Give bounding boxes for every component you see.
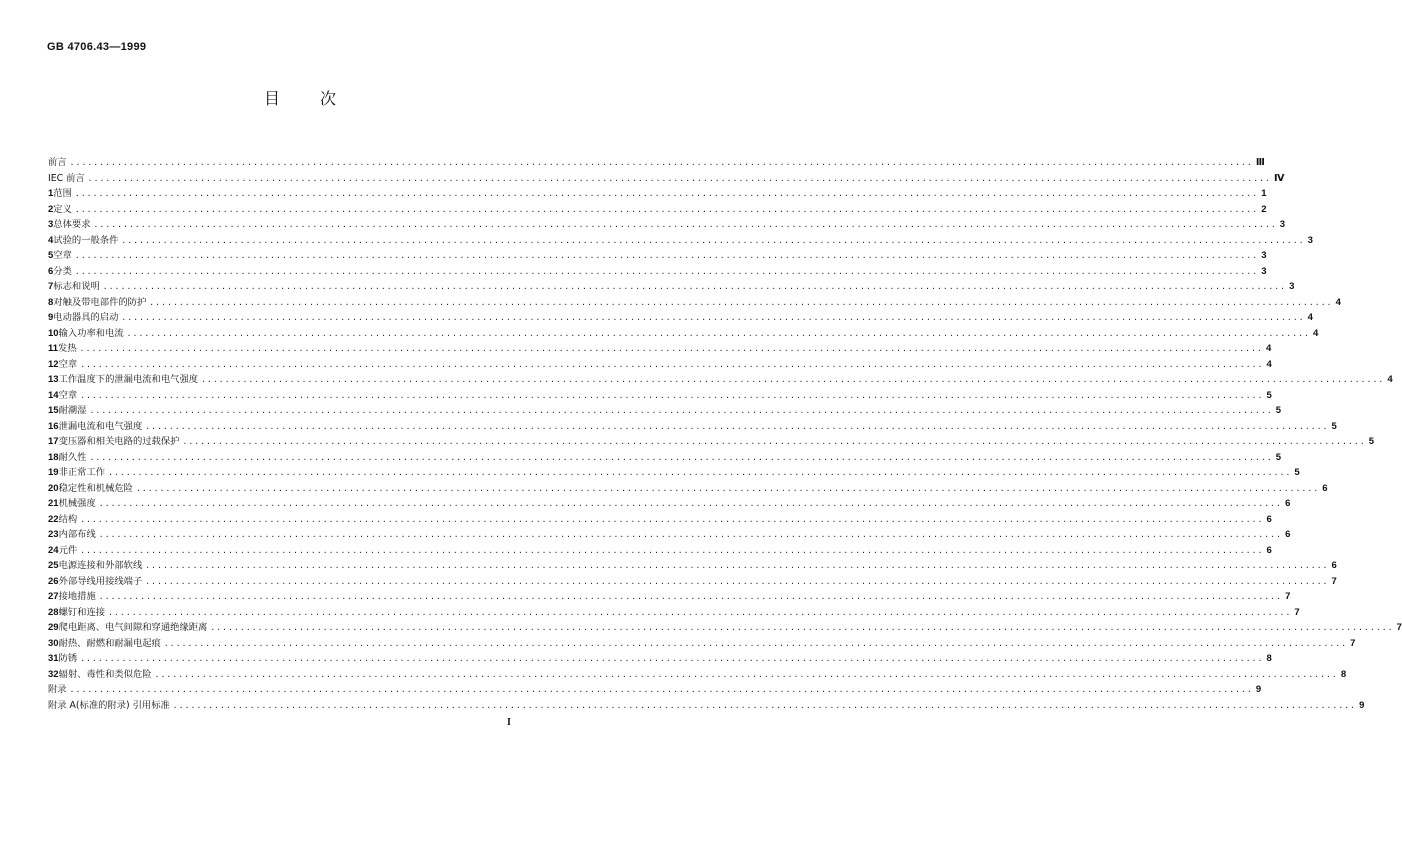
toc-entry-label: 输入功率和电流 — [58, 327, 124, 339]
toc-entry[interactable] — [48, 341, 1272, 357]
toc-entry-number: 26 — [48, 575, 59, 587]
toc-entry-page: 7 — [1285, 591, 1291, 602]
toc-entry-page: 4 — [1335, 296, 1341, 308]
toc-leader-dots: ........................................................................................................................................................................................................ — [149, 297, 1333, 307]
toc-entry-number: 14 — [48, 389, 59, 401]
toc-entry[interactable] — [48, 186, 1267, 202]
toc-leader-dots: ........................................................................................................................................................................................................ — [80, 359, 1264, 369]
toc-entry-page: 7 — [1331, 575, 1337, 587]
toc-entry-number: 12 — [48, 358, 59, 370]
toc-entry[interactable] — [48, 248, 1267, 264]
toc-entry-number: 30 — [48, 637, 59, 649]
toc-entry-number: 9 — [48, 312, 54, 323]
toc-entry-number: 11 — [48, 343, 59, 354]
toc-entry-label: 电源连接和外部软线 — [58, 560, 143, 571]
toc-leader-dots: ........................................................................................................................................................................................................ — [145, 421, 1329, 431]
toc-entry-page: Ⅳ — [1273, 172, 1285, 184]
toc-entry-number: 5 — [48, 250, 54, 261]
toc-entry-page: 8 — [1340, 668, 1347, 680]
toc-entry-page: 8 — [1266, 653, 1272, 664]
toc-entry-label: 接地措施 — [58, 591, 96, 602]
toc-entry-page: 4 — [1387, 374, 1393, 385]
toc-entry-label: 定义 — [53, 203, 72, 215]
toc-entry-label: 元件 — [58, 544, 78, 556]
toc-leader-dots: ........................................................................................................................................................................................................ — [74, 266, 1259, 276]
toc-entry-label: 试验的一般条件 — [53, 234, 119, 246]
toc-leader-dots: ........................................................................................................................................................................................................ — [74, 204, 1259, 214]
toc-entry-label: 分类 — [53, 265, 72, 277]
toc-entry[interactable] — [48, 202, 1267, 218]
toc-entry[interactable] — [48, 636, 1356, 652]
toc-leader-dots: ........................................................................................................................................................................................................ — [74, 189, 1259, 198]
toc-entry-number: 1 — [48, 188, 54, 199]
toc-entry-label: 变压器和相关电路的过载保护 — [58, 436, 180, 447]
toc-entry-number: 13 — [48, 374, 59, 385]
toc-entry[interactable] — [48, 217, 1286, 233]
toc-entry-number: 3 — [48, 219, 54, 230]
toc-entry-page: 5 — [1294, 467, 1300, 478]
toc-entry-page: 3 — [1261, 265, 1267, 277]
toc-entry-page: 7 — [1294, 606, 1300, 618]
toc-entry-label: 空章 — [53, 250, 72, 261]
toc-entry-label: 耐热、耐燃和耐漏电起痕 — [58, 637, 161, 649]
toc-entry-label: 内部布线 — [58, 529, 96, 540]
toc-leader-dots: ........................................................................................................................................................................................................ — [108, 468, 1292, 477]
toc-entry-label: 辐射、毒性和类似危险 — [58, 668, 152, 680]
toc-entry-number: 19 — [48, 467, 59, 478]
toc-leader-dots: ........................................................................................................................................................................................................ — [87, 173, 1271, 183]
toc-entry-page: 6 — [1331, 560, 1337, 571]
toc-entry-number: 23 — [48, 529, 59, 540]
toc-entry-page: 3 — [1307, 234, 1313, 246]
toc-entry-number: 18 — [48, 451, 59, 463]
toc-entry-label: 爬电距离、电气间隙和穿通绝缘距离 — [58, 622, 208, 633]
toc-entry-page: 2 — [1261, 203, 1267, 215]
toc-entry[interactable] — [48, 527, 1291, 543]
toc-entry-label: 稳定性和机械危险 — [58, 482, 133, 494]
toc-entry[interactable] — [48, 543, 1272, 559]
toc-leader-dots: ........................................................................................................................................................................................................ — [80, 390, 1264, 400]
toc-entry[interactable] — [48, 155, 1265, 171]
toc-entry[interactable] — [48, 357, 1272, 373]
toc-entry[interactable] — [48, 667, 1347, 683]
toc-entry-label: 标志和说明 — [53, 281, 100, 292]
toc-leader-dots: ........................................................................................................................................................................................................ — [80, 654, 1264, 663]
toc-entry-label: 机械强度 — [58, 498, 96, 509]
toc-entry-number: 21 — [48, 498, 59, 509]
toc-entry-label: 泄漏电流和电气强度 — [58, 420, 143, 432]
toc-leader-dots: ........................................................................................................................................................................................................ — [89, 406, 1273, 415]
toc-entry[interactable] — [48, 310, 1313, 326]
toc-leader-dots: ........................................................................................................................................................................................................ — [98, 499, 1283, 508]
toc-entry-number: 15 — [48, 405, 59, 416]
toc-entry[interactable] — [48, 620, 1402, 636]
toc-entry-page: 4 — [1266, 358, 1272, 370]
toc-leader-dots: ........................................................................................................................................................................................................ — [172, 700, 1357, 710]
toc-leader-dots: ........................................................................................................................................................................................................ — [74, 251, 1259, 260]
toc-leader-dots: ........................................................................................................................................................................................................ — [135, 483, 1320, 493]
toc-entry-label: 耐潮湿 — [58, 405, 87, 416]
toc-entry-label: 外部导线用接线端子 — [58, 575, 143, 587]
toc-entry-page: 4 — [1312, 327, 1319, 339]
toc-leader-dots: ........................................................................................................................................................................................................ — [80, 545, 1264, 555]
toc-entry-number: 20 — [48, 482, 59, 494]
toc-entry[interactable] — [48, 434, 1375, 450]
toc-entry[interactable] — [48, 372, 1393, 388]
toc-entry-number: 2 — [48, 203, 54, 215]
toc-entry-page: 9 — [1359, 699, 1365, 711]
toc-entry-number: 16 — [48, 420, 59, 432]
toc-entry[interactable] — [48, 558, 1337, 574]
toc-entry-label: 附录 — [48, 684, 67, 695]
toc-entry[interactable] — [48, 295, 1341, 311]
toc-leader-dots: ........................................................................................................................................................................................................ — [163, 638, 1348, 648]
toc-entry-number: 32 — [48, 668, 59, 680]
toc-entry-number: 8 — [48, 296, 54, 308]
toc-entry[interactable] — [48, 279, 1295, 295]
toc-entry-number: 27 — [48, 591, 59, 602]
toc-entry-page: 3 — [1261, 250, 1267, 261]
toc-leader-dots: ........................................................................................................................................................................................................ — [201, 375, 1385, 384]
toc-entry-number: 28 — [48, 606, 59, 618]
toc-entry-page: 4 — [1307, 312, 1313, 323]
toc-entry-page: 1 — [1261, 188, 1267, 199]
toc-entry-page: 7 — [1350, 637, 1356, 649]
toc-leader-dots: ........................................................................................................................................................................................................ — [182, 437, 1366, 446]
toc-leader-dots: ........................................................................................................................................................................................................ — [210, 623, 1394, 632]
toc-entry-label: 对触及带电部件的防护 — [53, 296, 147, 308]
toc-entry[interactable] — [48, 481, 1328, 497]
toc-leader-dots: ........................................................................................................................................................................................................ — [145, 561, 1329, 570]
toc-entry[interactable] — [48, 698, 1365, 714]
toc-leader-dots: ........................................................................................................................................................................................................ — [108, 607, 1292, 617]
toc-entry-number: 31 — [48, 653, 59, 664]
toc-entry[interactable] — [48, 574, 1337, 590]
toc-entry-label: 前言 — [48, 157, 67, 168]
toc-entry-label: 耐久性 — [58, 451, 87, 463]
toc-entry-label: 防锈 — [58, 653, 78, 664]
table-of-contents — [48, 155, 1402, 713]
toc-leader-dots: ........................................................................................................................................................................................................ — [154, 669, 1338, 679]
toc-entry-page: 9 — [1255, 684, 1262, 695]
toc-leader-dots: ........................................................................................................................................................................................................ — [98, 530, 1283, 539]
toc-entry[interactable] — [48, 233, 1313, 249]
toc-leader-dots: ........................................................................................................................................................................................................ — [102, 282, 1287, 291]
toc-entry[interactable] — [48, 403, 1282, 419]
toc-entry-label: 电动器具的启动 — [53, 312, 119, 323]
toc-entry-page: 5 — [1368, 436, 1375, 447]
toc-entry[interactable] — [48, 264, 1267, 280]
toc-leader-dots: ........................................................................................................................................................................................................ — [121, 235, 1305, 245]
toc-entry-page: 5 — [1275, 451, 1282, 463]
toc-entry-number: 17 — [48, 436, 59, 447]
toc-leader-dots: ........................................................................................................................................................................................................ — [69, 158, 1253, 167]
toc-entry-page: 5 — [1275, 405, 1282, 416]
toc-entry[interactable] — [48, 589, 1291, 605]
toc-entry-page: 4 — [1265, 343, 1272, 354]
toc-leader-dots: ........................................................................................................................................................................................................ — [121, 313, 1305, 322]
toc-entry-label: 空章 — [58, 358, 78, 370]
toc-entry-page: 3 — [1289, 281, 1295, 292]
toc-leader-dots: ........................................................................................................................................................................................................ — [69, 685, 1253, 694]
toc-entry-label: 发热 — [58, 343, 77, 354]
standard-code: GB 4706.43—1999 — [47, 41, 147, 53]
toc-entry-page: 5 — [1331, 420, 1337, 432]
toc-entry-page: 6 — [1285, 498, 1291, 509]
toc-leader-dots: ........................................................................................................................................................................................................ — [145, 576, 1329, 586]
toc-leader-dots: ........................................................................................................................................................................................................ — [126, 328, 1310, 338]
toc-leader-dots: ........................................................................................................................................................................................................ — [80, 514, 1264, 524]
toc-entry-number: 4 — [48, 234, 54, 246]
toc-entry-page: 6 — [1266, 513, 1272, 525]
toc-entry-label: 螺钉和连接 — [58, 606, 106, 618]
toc-entry-number: 6 — [48, 265, 54, 277]
page-title: 目次 — [263, 89, 376, 108]
toc-entry-page: 7 — [1396, 622, 1402, 633]
toc-entry[interactable] — [48, 171, 1285, 187]
toc-entry-page: 5 — [1266, 389, 1272, 401]
toc-entry[interactable] — [48, 465, 1300, 481]
toc-entry-number: 10 — [48, 327, 59, 339]
toc-entry-number: 25 — [48, 560, 59, 571]
toc-leader-dots: ........................................................................................................................................................................................................ — [89, 452, 1273, 462]
toc-entry-label: 范围 — [53, 188, 72, 199]
toc-entry[interactable] — [48, 388, 1272, 404]
toc-entry-label: IEC 前言 — [48, 172, 85, 184]
toc-entry-page: Ⅲ — [1255, 157, 1265, 168]
toc-entry[interactable] — [48, 512, 1272, 528]
toc-entry-number: 22 — [48, 513, 59, 525]
toc-entry-label: 结构 — [58, 513, 78, 525]
toc-entry-label: 总体要求 — [53, 219, 91, 230]
toc-entry-page: 6 — [1322, 482, 1328, 494]
toc-entry[interactable] — [48, 651, 1272, 667]
page-number: I — [507, 717, 511, 728]
toc-leader-dots: ........................................................................................................................................................................................................ — [98, 592, 1283, 601]
toc-entry-label: 工作温度下的泄漏电流和电气强度 — [58, 374, 199, 385]
toc-entry[interactable] — [48, 605, 1300, 621]
toc-entry-number: 29 — [48, 622, 59, 633]
toc-entry-number: 7 — [48, 281, 54, 292]
toc-entry[interactable] — [48, 450, 1282, 466]
toc-entry-number: 24 — [48, 544, 59, 556]
toc-entry-page: 6 — [1266, 544, 1272, 556]
toc-leader-dots: ........................................................................................................................................................................................................ — [93, 220, 1277, 229]
toc-entry[interactable] — [48, 419, 1337, 435]
toc-leader-dots: ........................................................................................................................................................................................................ — [79, 344, 1263, 353]
toc-entry-page: 3 — [1279, 219, 1286, 230]
toc-entry-label: 附录 A(标准的附录) 引用标准 — [48, 699, 170, 711]
toc-entry-label: 非正常工作 — [58, 467, 106, 478]
toc-entry[interactable] — [48, 326, 1319, 342]
toc-entry[interactable] — [48, 682, 1262, 698]
toc-entry[interactable] — [48, 496, 1291, 512]
toc-entry-label: 空章 — [58, 389, 78, 401]
toc-entry-page: 6 — [1285, 529, 1291, 540]
